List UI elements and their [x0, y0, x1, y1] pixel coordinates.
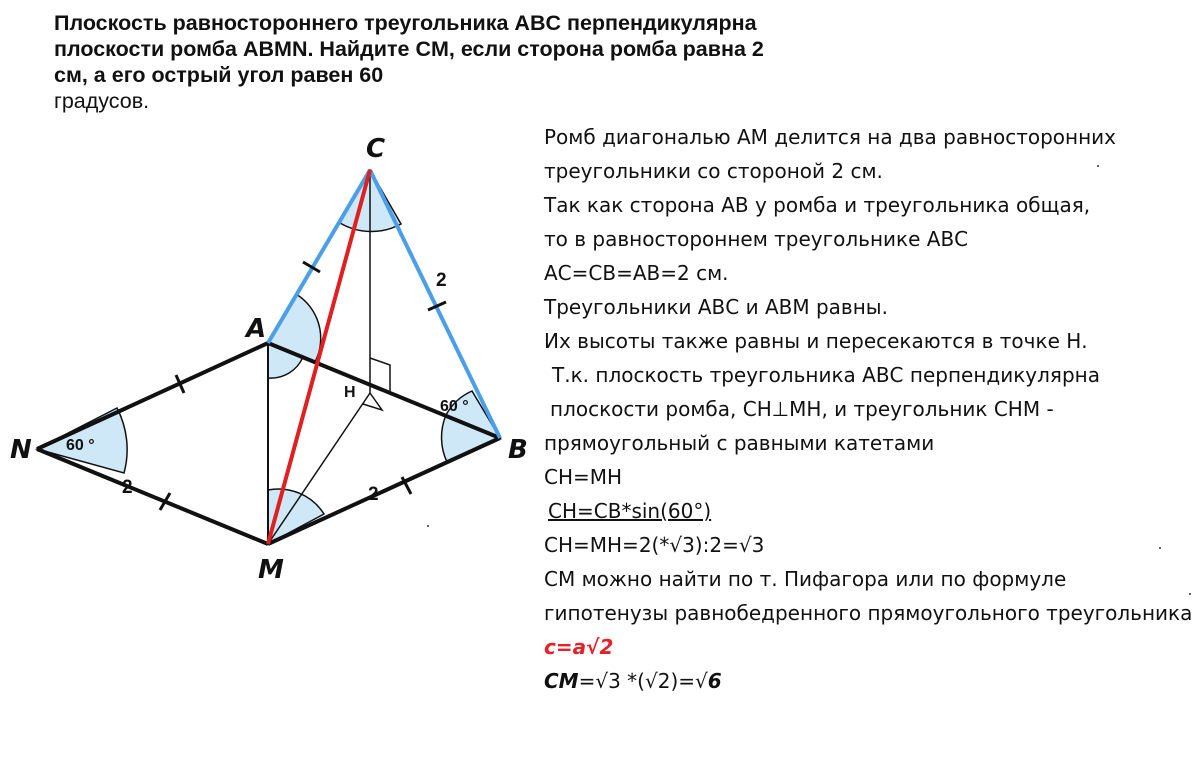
problem-line-4: градусов.	[54, 89, 150, 113]
vertex-label-c: C	[366, 134, 386, 164]
solution-text	[544, 120, 1193, 698]
final-answer	[544, 664, 1184, 698]
final-answer-middle: =√3 *(√2)=√	[578, 669, 708, 693]
edge-bm	[268, 438, 500, 544]
solution-line-5: АС=СВ=АВ=2 см.	[544, 261, 729, 285]
solution-line-13: СН=МН=2(*√3):2=√3	[544, 533, 765, 557]
vertex-label-b: B	[508, 435, 528, 465]
problem-line-3: см, а его острый угол равен 60	[54, 63, 384, 87]
vertex-label-m: M	[258, 555, 284, 585]
stray-dot-2	[427, 525, 429, 527]
solution-line-10: прямоугольный с равными катетами	[544, 431, 935, 455]
vertex-label-a: A	[246, 314, 267, 344]
solution-line-7: Их высоты также равны и пересекаются в точке Н.	[544, 329, 1088, 353]
stray-dot-4	[1189, 593, 1191, 595]
problem-line-1: Плоскость равностороннего треугольника ABC перпендикулярна	[54, 11, 757, 35]
solution-line-11: СН=МН	[544, 465, 623, 489]
solution-line-3: Так как сторона АВ у ромба и треугольника общая,	[544, 193, 1091, 217]
solution-line-4: то в равностороннем треугольнике АВС	[544, 227, 969, 251]
vertex-label-n: N	[10, 435, 32, 465]
edge-cb	[370, 170, 500, 438]
edge-mn	[37, 449, 268, 544]
point-label-h: H	[344, 384, 356, 401]
final-answer-prefix: СМ	[544, 669, 579, 693]
side-label-nm: 2	[122, 477, 133, 498]
angle-label-b: 60 °	[440, 398, 469, 415]
side-label-mb: 2	[368, 484, 379, 505]
solution-line-15: гипотенузы равнобедренного прямоугольного треугольника	[544, 601, 1193, 625]
edge-ac	[268, 170, 370, 343]
formula-hypotenuse: с=а√2	[544, 635, 614, 659]
angle-label-n: 60 °	[66, 437, 95, 454]
right-angle-mark-bottom	[363, 393, 382, 410]
solution-line-9: плоскости ромба, СН⊥МН, и треугольник СНМ -	[550, 397, 1054, 421]
side-label-cb: 2	[436, 270, 447, 291]
solution-line-2: треугольники со стороной 2 см.	[544, 159, 883, 183]
solution-line-12: CH=CB*sin(60°)	[548, 499, 712, 523]
solution-line-1: Ромб диагональю АМ делится на два равносторонних	[544, 125, 1117, 149]
solution-line-6: Треугольники АВС и АВМ равны.	[544, 295, 888, 319]
final-answer-suffix: 6	[707, 669, 722, 693]
solution-line-8: Т.к. плоскость треугольника АВС перпендикулярна	[552, 363, 1100, 387]
problem-line-2: плоскости ромба ABMN. Найдите CM, если сторона ромба равна 2	[54, 37, 764, 61]
edge-na	[37, 343, 268, 449]
solution-line-14: СМ можно найти по т. Пифагора или по формуле	[544, 567, 1067, 591]
